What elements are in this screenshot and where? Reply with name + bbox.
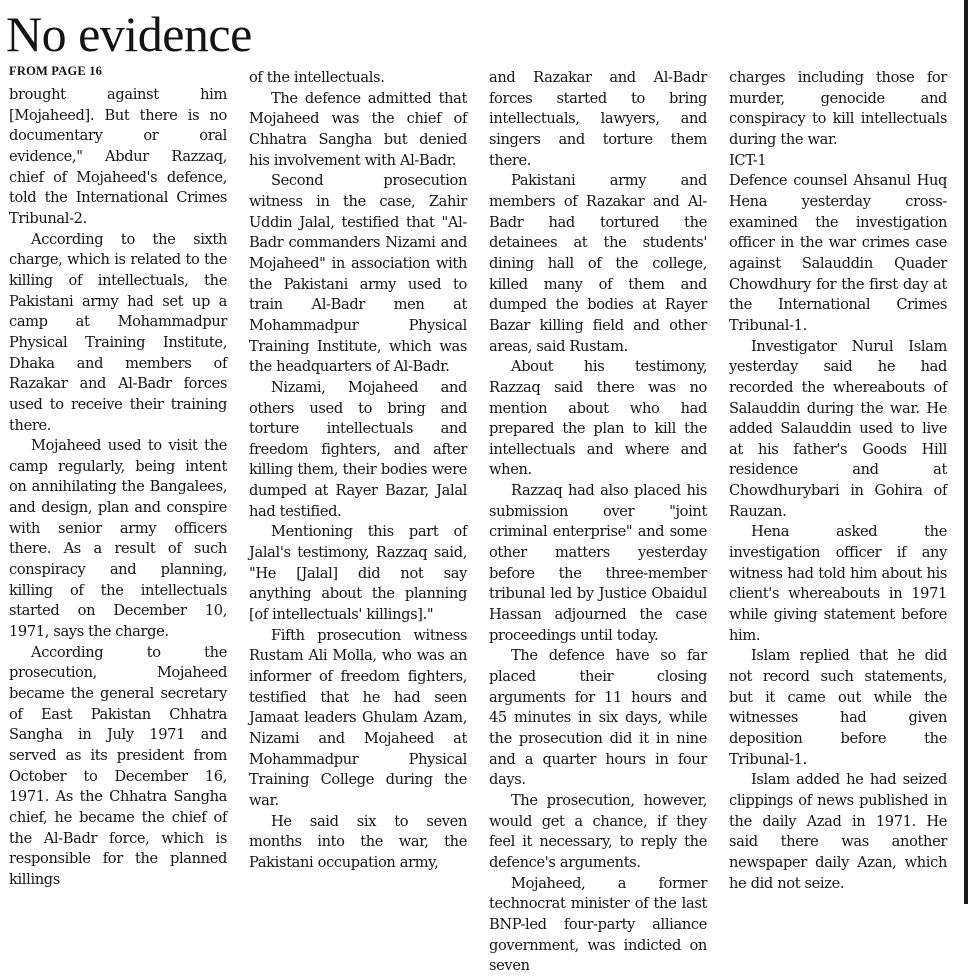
paragraph: According to the sixth charge, which is related to the killing of intellectuals, the Pakistani army had set up a camp at Mohammadpur Physical Training Institute, Dhaka and members of Razakar and Al-Badr forces used to receive their training there. [9, 230, 227, 434]
right-edge-rule [964, 0, 968, 904]
paragraph: According to the prosecution, Mojaheed became the general secretary of East Pakistan Chhatra Sangha in July 1971 and served as its president from October to December 16, 1971. As the Chhatra Sangha chief, he became the chief of the Al-Badr force, which is responsible for the planned killings [9, 643, 227, 888]
paragraph: Nizami, Mojaheed and others used to bring and torture intellectuals and freedom fighters, and after killing them, their bodies were dumped at Rayer Bazar, Jalal had testified. [249, 378, 467, 520]
paragraph: of the intellectuals. [249, 69, 385, 86]
paragraph: brought against him [Mojaheed]. But there is no documentary or oral evidence," Abdur Razzaq, chief of Mojaheed's defence, told the International Crimes Tribunal-2. [9, 86, 227, 227]
paragraph: and Razakar and Al-Badr forces started to bring intellectuals, lawyers, and singers and torture them there. [489, 69, 707, 169]
paragraph: Mojaheed used to visit the camp regularly, being intent on annihilating the Bangalees, and design, plan and conspire with senior army officers there. As a result of such conspiracy and planning, killing of the intellectuals started on December 10, 1971, says the charge. [9, 437, 227, 641]
paragraph: Pakistani army and members of Razakar and Al-Badr had tortured the detainees at the students' dining hall of the college, killed many of them and dumped the bodies at Rayer Bazar killing field and other areas, said Rustam. [489, 172, 707, 355]
paragraph: About his testimony, Razzaq said there was no mention about who had prepared the plan to kill the intellectuals and where and when. [489, 358, 707, 479]
paragraph: Islam added he had seized clippings of news published in the daily Azad in 1971. He said there was another newspaper daily Azan, which he did not seize. [729, 771, 947, 892]
paragraph: charges including those for murder, genocide and conspiracy to kill intellectuals during the war. [729, 69, 947, 148]
paragraph: Investigator Nurul Islam yesterday said he had recorded the whereabouts of Salauddin during the war. He added Salauddin used to live at his father's Goods Hill residence and at Chowdhurybari in Gohira of Rauzan. [729, 337, 947, 520]
paragraph: Islam replied that he did not record such statements, but it came out while the witnesses had given deposition before the Tribunal-1. [729, 647, 947, 768]
paragraph: The defence have so far placed their closing arguments for 11 hours and 45 minutes in six days, while the prosecution did it in nine and a quarter hours in four days. [489, 647, 707, 789]
paragraph: He said six to seven months into the war, the Pakistani occupation army, [249, 812, 467, 871]
paragraph: Mojaheed, a former technocrat minister of the last BNP-led four-party alliance government, was indicted on seven [489, 874, 707, 975]
paragraph: The defence admitted that Mojaheed was the chief of Chhatra Sangha but denied his involvement with Al-Badr. [249, 89, 467, 169]
article-column-1 [9, 85, 227, 891]
subheading: ICT-1 [729, 151, 767, 169]
paragraph: Defence counsel Ahsanul Huq Hena yesterday cross-examined the investigation officer in the war crimes case against Salauddin Quader Chowdhury for the first day at the International Crimes Tribunal-1. [729, 172, 947, 334]
paragraph: The prosecution, however, would get a chance, if they feel it necessary, to reply the defence's arguments. [489, 791, 707, 871]
paragraph: Razzaq had also placed his submission over "joint criminal enterprise" and some other matters yesterday before the three-member tribunal led by Justice Obaidul Hassan adjourned the case proceedings until today. [489, 482, 707, 644]
article-column-4 [729, 68, 947, 894]
article-column-2 [249, 68, 467, 874]
paragraph: Hena asked the investigation officer if any witness had told him about his client's whereabouts in 1971 while giving statement before him. [729, 523, 947, 644]
continuation-kicker: FROM PAGE 16 [9, 64, 103, 78]
paragraph: Second prosecution witness in the case, Zahir Uddin Jalal, testified that "Al-Badr commanders Nizami and Mojaheed" in association with the Pakistani army used to train Al-Badr men at Mohammadpur Physical Training Institute, which was the headquarters of Al-Badr. [249, 172, 467, 376]
paragraph: Fifth prosecution witness Rustam Ali Molla, who was an informer of freedom fighters, testified that he had seen Jamaat leaders Ghulam Azam, Nizami and Mojaheed at Mohammadpur Physical Training College during the war. [249, 626, 467, 809]
headline: No evidence [6, 6, 252, 62]
article-column-3 [489, 68, 707, 977]
paragraph: Mentioning this part of Jalal's testimony, Razzaq said, "He [Jalal] did not say anything about the planning [of intellectuals' killings]." [249, 523, 467, 624]
